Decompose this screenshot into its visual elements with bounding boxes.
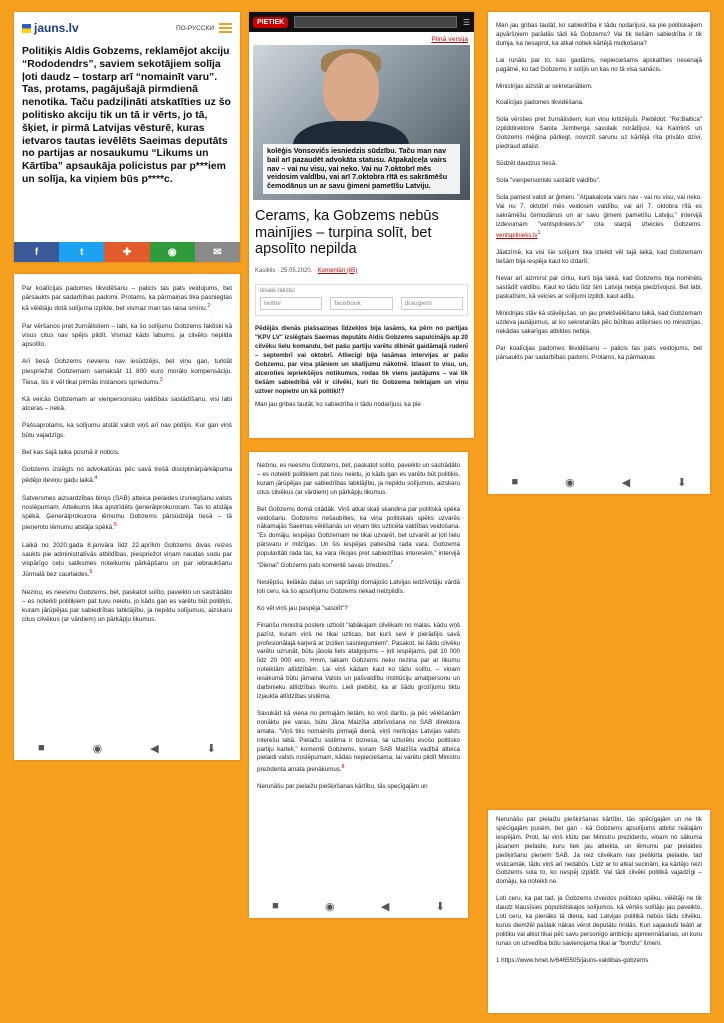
paragraph: Nerunāšu par pielaižu piešķiršanas kārtību, tās spēcīgajām un ne tik spēcīgajām pusēm, bet gan - kā Gobzems apsolījums atbilst reālajām iespējām. Proti, lai viņš klūtu par Ministru prezidentu, viņam no sākuma jāsaņem pielaide, kuru tiek jau atteikta, un lēmumu par pielaides piešķiršanu pieņem SAB. Ja reiz cilvēkam nav piešķirta pielaide, tad visticamāk, tādu viņš arī nedabūs. Līdz ar to atkal secinām, ka kārtējo reizi Gobzems sola to, ko nespēj izpildīt. Vai tādi cilvēki politikā vajadzīgi – domāju, ka noteikti ne.	[496, 816, 702, 886]
paragraph: Lai runātu par to, kas gaidāms, nepieciešams apskatīties nesenajā pagātnē, ko tad Gobzems ir solījis un kas no tā visa sanācis.	[496, 56, 702, 73]
paragraph: Sūdzēt daudzus tiesā.	[496, 159, 557, 167]
menu-icon[interactable]	[219, 23, 232, 33]
back-icon[interactable]: ◀	[380, 900, 390, 913]
share-box	[255, 284, 468, 316]
jauns-panel	[14, 12, 240, 262]
android-nav-bar	[249, 894, 468, 918]
download-icon[interactable]: ⬇	[206, 742, 216, 755]
twitter-button[interactable]: twitter	[260, 297, 322, 310]
article-body	[249, 452, 468, 792]
publish-date: 25.05.2020.	[280, 267, 313, 274]
paragraph: Laikā no 2020.gada 8.janvāra līdz 22.aprīlim Gobzems divas reizes saukts pie administratīvās atbildības, piespriežot viņam naudas sodu par vispārīgo ceļu satiksmes noteikumu pārkāpšanu un par iebraukšanu Jūrmalā bez caurlaides.$^6$	[22, 541, 232, 579]
article-lead: Pēdējās dienās plašsaziņas līdzekļos bija lasāms, ka pērn no partijas "KPV LV" izslēgtais Saeimas deputāts Aldis Gobzems sapulcinājis ap 20 cilvēku lielu komandu, bet pašu partiju varētu dibināt gaidāmajā rudenī – septembrī vai oktobrī. Atliecīgi bija lasāmas intervijas ar pašu Gobzemu, par viņa plāniem un skatījumu nākotnē. Izlasot to visu, un, atceroties iepriekšējos notikumus, rodas tik viens jautājums – vai tik tiešām sabiedrībā vēl ir cilvēki, kuri tic Gobzema teiktajam un viņu uztver nopietni un kā politiķi!?	[255, 324, 468, 395]
paragraph: Finanšu ministra posteni uzticēt "labākajam cilvēkam no malas, kādu viņš pazīst, kuram viņš ne tikai uzticas, bet kurš sevi ir pierādījis savā profesionālajā karjerā ar izcilien sasniegumiem". Pasakot, lai šādu cilvēku varētu uzrunāt, būtu jāsola liels atalgojums – ļoti iespējams, pat 10 000 līdz 20 000 eiro. Hmm, laikam Gobzems neko nezina par ar likumu noteiktām atlīdzībām. Lai viņš kādam kaut ko tādu solītu, – viņam iesākumā būtu jāmaina Valsts un pašvaldību institūciju amatpersonu un darbinieku atlīdzības likums. Lieli piebilst, ka ar šādu grozījumu tiktu izjaukta atlīdzības sistēma.	[257, 621, 460, 700]
right-text-panel	[488, 12, 710, 494]
site-logo-text: jauns.lv	[34, 21, 79, 35]
home-icon[interactable]: ◉	[325, 900, 335, 913]
paragraph: Nezinu, es neesmu Gobzems, bet, paskatot solīto, paveikto un sastrādāto – es noteikti politiķiem pat tuvu neietu, jo kāds gan es varētu būt politiķis, kuram jārūpējas par sabiedrības labklājību, ja nepildu solījumus, aizskaru citus cilvēkus (ar vārdiem) un pārkāpju likumus.	[257, 462, 460, 496]
article-title: Cerams, ka Gobzems nebūs mainījies – turpina solīt, bet apsolīto nepilda	[255, 208, 439, 257]
footnote-link[interactable]: 2	[207, 303, 211, 310]
paragraph: Kā veicās Gobzemam ar vienpersonisku valdības sastādīšanu, visi labi atceras – nekā.	[22, 396, 232, 413]
paragraph: Par koalīcijas padomes likvidēšanu – palicis tas pats veidojums, bet pārsaukts par sadarbības padomi. Protams, ka pārmaiņas	[496, 344, 702, 361]
source-link[interactable]: ventspilnieks.lv	[496, 232, 538, 240]
article-body	[14, 274, 240, 624]
facebook-share-icon[interactable]: f	[14, 242, 59, 262]
footnote-link[interactable]: 4	[94, 475, 98, 482]
site-header	[14, 12, 240, 44]
comments-link[interactable]: Komentāri (85)	[317, 267, 358, 274]
paragraph: Gobzems izslēgts no advokatūras pēc savā trešā disciplinārpārkāpuma pēdējo deviņu gadu laikā.$^4$	[22, 466, 232, 485]
draugiem-share-icon[interactable]: ✚	[104, 242, 149, 262]
paragraph: Arī tiesā Gobzems nevienu nav iesūdzējis, bet viņu gan, turklāt piespriežot Gobzemam samaksāt 11 800 euro morālo kompensāciju. Tiesa, šis ir vēl tikai pirmās instances spriedums.$^3$	[22, 358, 232, 386]
paragraph: Sola vērsties pret žurnālistiem, kuri viņu kritizējuši. Piebildot: "Re:Baltica" izpilddirektore Sanita Jemberga savulaik norādījusi, ka Kaimiņš un Gobzems mēģina pārliegt, novirzīt sarunu uz kārtējā rīta privāto dzīvi, piedraud atlaist.	[496, 116, 702, 151]
back-icon[interactable]: ◀	[621, 476, 631, 489]
footnote: 1 https://www.tvnet.lv/6465505/jauns-valdibas-gobzems	[496, 956, 649, 964]
pietiek-panel	[249, 12, 474, 438]
full-version-link[interactable]: Pilnā versija	[431, 36, 468, 43]
share-label: Iesaki rakstu:	[260, 287, 296, 294]
paragraph: Neslēpšu, lielākās daļas un saprātīgi domājošo Latvijas iedzīvotāju vārdā ļoti ceru, ka šo apsolījumu Gobzems nekad neizpildīs.	[257, 579, 460, 595]
home-icon[interactable]: ◉	[92, 742, 103, 755]
recent-apps-icon[interactable]: ■	[272, 900, 279, 912]
paragraph: Nezinu, es neesmu Gobzems, bet, paskatot solīto, paveikto un sastrādāto – es noteikti politiķiem pat tuvu neietu, jo kāds gan es varētu būt politiķis, kuram jārūpējas par sabiedrības labklājību, ja nepildu solījumus, aizskaru citus cilvēkus (ar vārdiem) un pārkāpju likumus.	[22, 588, 232, 624]
recent-apps-icon[interactable]: ■	[38, 742, 45, 754]
android-nav-bar	[488, 470, 710, 494]
whatsapp-share-icon[interactable]: ◉	[150, 242, 195, 262]
article-body	[488, 12, 710, 362]
article-headline: Politiķis Aldis Gobzems, reklamējot akciju “Rododendrs”, saviem sekotājiem solīja ļoti daudz – tostarp arī “nomainīt varu”. Tas, protams, pagājušajā pirmdienā nenotika. Taču padziļināti atskatīties uz šo politisko akciju tik un tā ir vērts, jo tā, šķiet, ir pirmā Latvijas vēsturē, kuras ietvaros tautas ievēlēts Saeimas deputāts no partijas ar nosaukumu “Likums un Kārtība” apsaukāja policistus par p***iem un solīja, ka viņiem būs p****c.	[22, 46, 231, 185]
home-icon[interactable]: ◉	[565, 476, 575, 489]
paragraph: Ministrijas aizstāt ar sekretariātiem.	[496, 82, 593, 90]
email-share-icon[interactable]: ✉	[195, 242, 240, 262]
footnote-link[interactable]: 6	[89, 569, 93, 576]
paragraph: Pašsaprotams, ka solījumu atstāt valsti viņš arī nav pildījis. Kur gan viņš būtu vajadzīgs.	[22, 422, 232, 439]
facebook-button[interactable]: facebook	[330, 297, 392, 310]
share-bar	[14, 242, 240, 262]
footnote-link[interactable]: 8	[341, 764, 345, 771]
paragraph: Bet kas šajā laika posmā ir noticis.	[22, 448, 120, 456]
menu-icon[interactable]: ☰	[462, 17, 470, 27]
download-icon[interactable]: ⬇	[677, 476, 687, 489]
site-logo[interactable]	[22, 21, 79, 35]
paragraph: Jāatzīmē, ka visi šie solījumi tika izteikti vēl tajā laikā, kad Gobzemam tiešām bija iespēja kaut ko izdarīt.	[496, 249, 702, 266]
paragraph: Man jau gribas tautāt, ko sabiedrība ir tādu nodarījusi, ka pie politiskajiem apvāršņiem parādās tādi kā Gobzems? Vai tik tiešām sabiedrība ir tik dumja, ka nesaprot, ka atkal notiek kārtējā muļķošana?	[496, 22, 702, 47]
search-input[interactable]	[294, 16, 457, 28]
twitter-share-icon[interactable]: t	[59, 242, 104, 262]
photo-caption: kolēģis Vonsovičs iesniedzis sūdzību. Taču man nav bail arī pazaudēt advokāta statusu. Atpakaļceļa vairs nav – vai nu visu, vai neko. Vai nu 7.oktobrī mēs veidosim valdību, vai arī 7.oktobra rītā es sakrāmēšu čemodānus un ar savu ģimeni pametīšu Latviju.	[263, 144, 460, 194]
left-text-panel	[14, 274, 240, 760]
android-nav-bar	[14, 736, 240, 760]
paragraph: Satversmes aizsardzības birojs (SAB) atteica pielaides izsniegšanu valsts noslēpumam. Atteikums tika apstrīdēts ģenerālprokuroram. Tas to atstāja spēkā. Ģenerālprokurora lēmumu Gobzems pārsūdzēja tiesā – tā pieņemto lēmumu atstāja spēkā.$^5$	[22, 494, 232, 532]
language-link[interactable]: ПО-РУССКИ	[175, 24, 214, 32]
author[interactable]: Kasiklis	[255, 267, 276, 274]
latvian-flag-icon	[22, 24, 31, 33]
download-icon[interactable]: ⬇	[435, 900, 445, 913]
paragraph: Koalīcijas padomes likvidēšana.	[496, 99, 584, 107]
paragraph: Par koalīcijas padomes likvidēšanu – palicis tas pats veidojums, bet pārsaukts par sadarbības padomi. Protams, ka pārmaiņas tika pasniegtas kā vēlētāju dotā solījuma izpilde, bet vismaz man tas raisa smīnu.$^2$	[22, 285, 232, 313]
paragraph: Ko vēl viņš jau paspēja "sasolīt"?	[257, 604, 348, 612]
paragraph: Ļoti ceru, ka pat tad, ja Gobzems izveidos politisko spēku, vēlētāji ne tik daudz klausīsies populistiskajos solījumos, kā vērtēs solītāju jau paveikto. Ļoti ceru, ka pienāks tā diena, kad Latvijas politikā nebūs tādu cilvēku, kurus diemžēl pašlaik nākas vērot deputātu rindās. Kuri sajaukuši teātri ar politiku vai alkst tikai pēc savu personīgo ambīciju apmierināšanas, un kuru runas un uzvedība būtu savienojama tikai ar "bomžu" līmeni.	[496, 895, 703, 947]
paragraph: Par vēršanos pret žurnālistiem – labi, ka šo solījumu Gobzems faktiski kā visus citus nav spējis pildīt. Vismaz kāds labums, ja cilvēks nepilda apsolīto.	[22, 322, 232, 349]
paragraph: Man jau gribas tautāt, ko sabiedrība ir tādu nodarījusi, ka pie	[255, 400, 421, 408]
pietiek-logo[interactable]: PIETIEK	[253, 17, 288, 28]
recent-apps-icon[interactable]: ■	[511, 476, 519, 488]
middle-text-panel	[249, 452, 468, 918]
paragraph: Nevar arī aizmirst par cirku, kurš bija laikā, kad Gobzems bija nominēts sastādīt valdību. Kaut ko tādu līdz šim Latvija nebija piedzīvojusi. Bet labi, paskatīsim, kā veicies ar solījumi izpildi, kaut adīļu.	[496, 275, 702, 300]
footnote-link[interactable]: 5	[114, 522, 117, 529]
paragraph: Bet Gobzems domā citādāk. Viņš atkal skaļi skandina par politiskā spēka veidošanu. Gobzems nešaubīties, ka viņa politiskais spēks uzvarēs nākamajās Saeimas vēlēšanās un viņam tiks uzticēta valdības veidošana. "Es domāju, iespējas Gobzemam ne tikai uzvarēt, bet uzvarēt ar ļoti lielu pārsvaru ir milzīgas. Un šis iespējas patiesībā rada vara. Gobzema popularitāti rada tas, ka vara rīkojas pret sabiedrības interesēm," intervijā "Dienai" Gobzems pats komentē savas izredzes.$^7$	[257, 505, 460, 570]
draugiem-button[interactable]: draugiem	[401, 297, 463, 310]
paragraph: Nerunāšu par pielaižu piešķiršanas kārtību, tās specīgajām un	[257, 783, 428, 791]
article-body	[488, 810, 710, 966]
pietiek-header	[249, 12, 474, 32]
paragraph: Ministrijas stāv kā stāvējušas, un jau priekšvēlēšanu laikā, kad Gobzemam uzdeva jautājumus, ar ko sekretariāts pēc būtības atšķirsies no ministrijas, nekādas sakarīgas atbildes nebija.	[496, 309, 702, 335]
paragraph: Savukārt kā viena no pirmajām lietām, ko viņš darītu, ja pēc vēlēšanām nonāktu pie varas, būtu Jāņa Maizīša atbrīvošana no SAB direktora amata. "Viņš tiks nomainīts pirmajā dienā, viņš neriķojas Latvijas valsts interešu labā. Pielaižu sistēma ir biznesa, lai uzturētu esošo politisko partiju karteli," komentē Gobzems, kuram SAB Maizīša vadībā atteica pielaidi valsts noslēpumam, kādas nepieciešama, lai varētu pildīt Ministru prezidenta amata pienākumus.$^8$	[257, 709, 460, 774]
footnote-link[interactable]: 1	[537, 230, 541, 237]
footnote-link[interactable]: 7	[390, 560, 394, 567]
footnote-link[interactable]: 3	[159, 376, 163, 383]
paragraph: Sola pamest valsti ar ģimeni. "Atpakaļceļa vairs nav - vai nu visu, vai neko. Vai nu 7. oktobrī mēs veidosim valdību, vai arī 7. oktobra rītā es sakrāmēšu čemodānus un ar savu ģimeni pametīšu Latviju," intervijā izdevumam "ventspilnieks.lv" cita starpā izteicies Gobzems. $ventspilnieks.lv^1$	[496, 193, 702, 240]
article-photo	[253, 45, 470, 200]
paragraph: Sola "vienpersoniski sastādīt valdību".	[496, 176, 601, 184]
right-bottom-panel	[488, 810, 710, 1013]
back-icon[interactable]: ◀	[150, 742, 159, 755]
article-meta: Kasiklis · 25.05.2020. · Komentāri (85)	[255, 267, 358, 274]
